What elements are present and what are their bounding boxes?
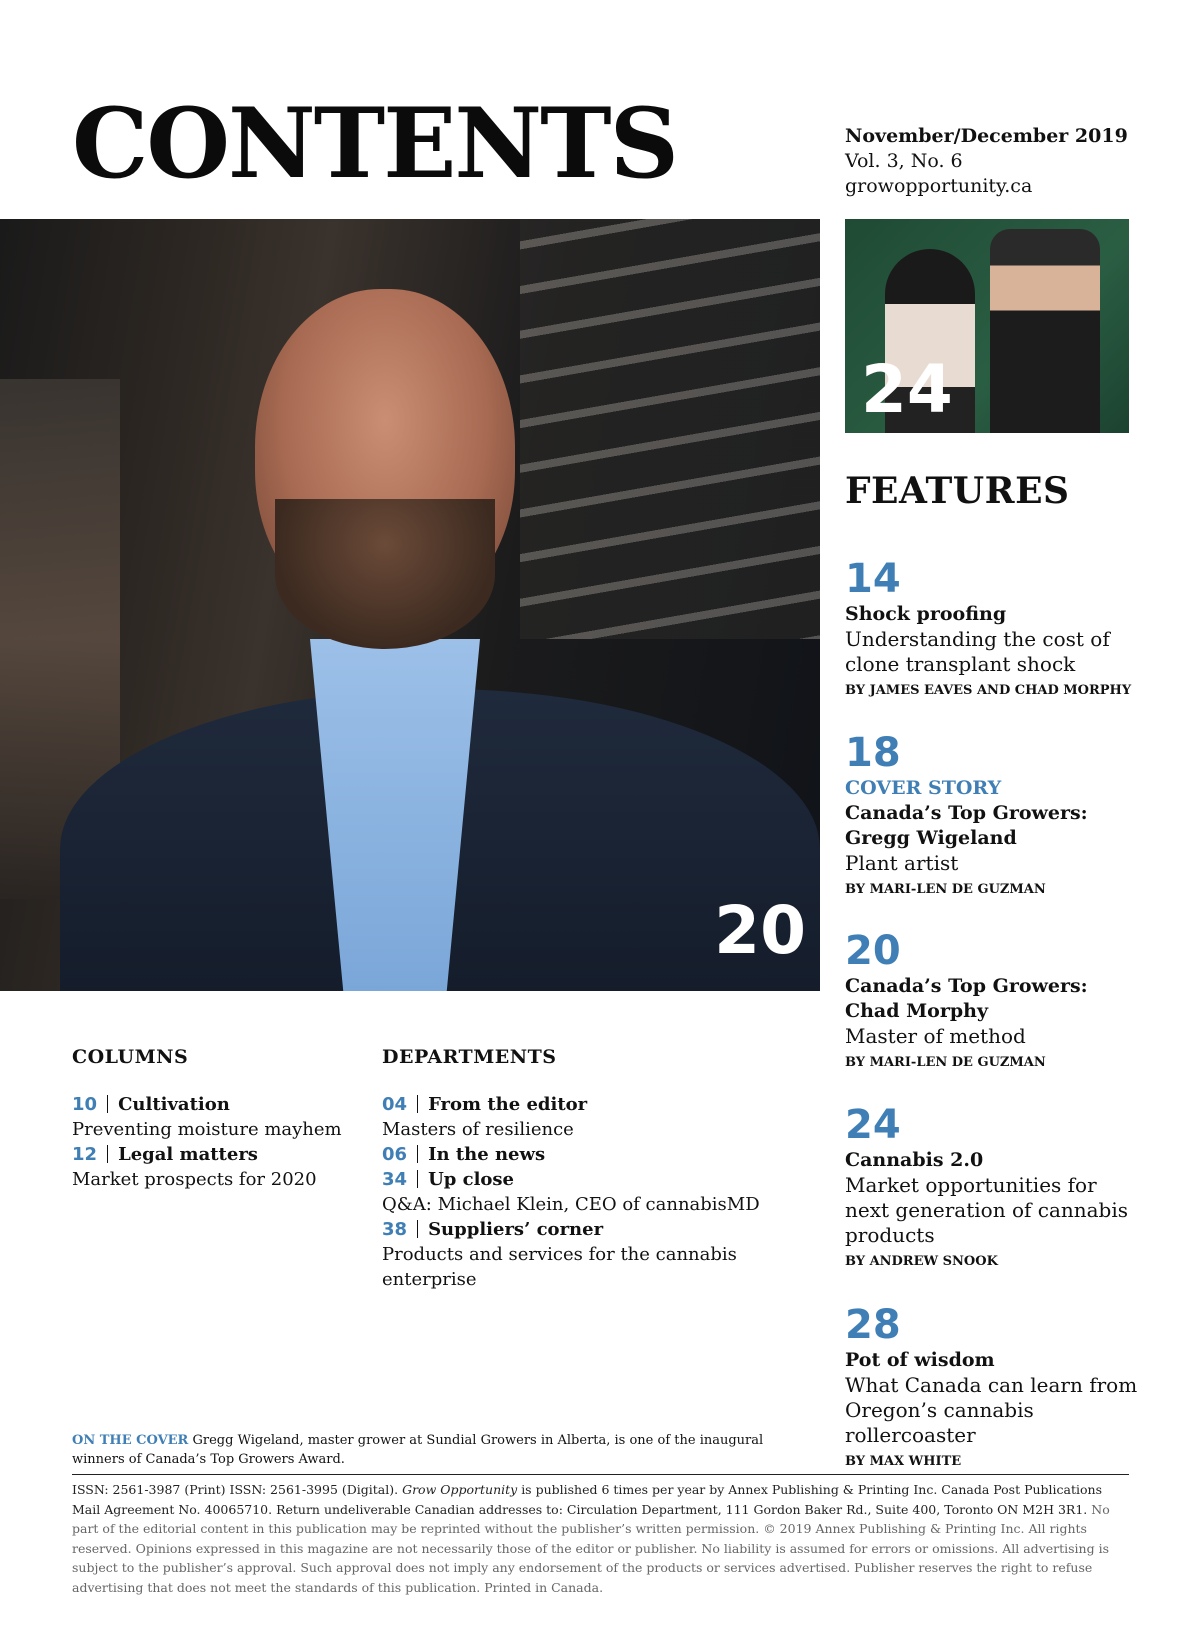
divider	[417, 1145, 418, 1163]
feature-item[interactable]	[845, 1102, 1145, 1269]
toc-label: Cultivation	[118, 1094, 230, 1115]
toc-entry[interactable]	[72, 1142, 362, 1167]
window-blinds	[520, 219, 820, 639]
cover-caption-tag: ON THE COVER	[72, 1433, 189, 1448]
feature-page-number: 24	[845, 1102, 901, 1148]
person-right	[990, 229, 1100, 433]
toc-description: Q&A: Michael Klein, CEO of cannabisMD	[382, 1194, 760, 1215]
toc-label: In the news	[428, 1144, 546, 1165]
departments-heading: DEPARTMENTS	[382, 1046, 557, 1068]
toc-entry[interactable]	[382, 1142, 812, 1167]
feature-byline: BY ANDREW SNOOK	[845, 1254, 998, 1269]
toc-entry[interactable]	[382, 1167, 812, 1192]
feature-dek: Master of method	[845, 1024, 1026, 1048]
feature-page-number: 28	[845, 1302, 901, 1348]
toc-label: Legal matters	[118, 1144, 258, 1165]
feature-headline: Canada’s Top Growers: Chad Morphy	[845, 975, 1088, 1022]
cover-photo[interactable]	[0, 219, 820, 991]
toc-description: Preventing moisture mayhem	[72, 1119, 342, 1140]
toc-page-number: 10	[72, 1094, 98, 1115]
feature-headline: Cannabis 2.0	[845, 1149, 984, 1171]
divider-rule	[72, 1474, 1129, 1475]
feature-page-number: 20	[845, 928, 901, 974]
feature-item[interactable]	[845, 928, 1145, 1070]
issue-date: November/December 2019	[845, 125, 1128, 147]
toc-page-number: 34	[382, 1169, 408, 1190]
website-link[interactable]: growopportunity.ca	[845, 175, 1033, 197]
thumb-page-number: 24	[861, 351, 953, 428]
page-title: CONTENTS	[72, 87, 677, 200]
toc-entry[interactable]	[382, 1217, 812, 1242]
features-heading: FEATURES	[845, 470, 1070, 512]
departments-section	[382, 1046, 812, 1292]
legal-statement: No part of the editorial content in this publication may be reprinted without the publisher’s written permission. © 2019 Annex Publishing & Printing Inc. All rights reserved. Opinions expressed in this magazine are not necessarily those of the editor or publisher. No liability is assumed for errors or omissions. All advertising is subject to the publisher’s approval. Such approval does not imply any endorsement of the products or services advertised. Publisher reserves the right to refuse advertising that does not meet the standards of this publication. Printed in Canada.	[72, 1501, 1110, 1595]
toc-page-number: 38	[382, 1219, 408, 1240]
columns-heading: COLUMNS	[72, 1046, 189, 1068]
toc-description: Products and services for the cannabis enterprise	[382, 1244, 737, 1290]
feature-byline: BY MARI-LEN DE GUZMAN	[845, 1055, 1046, 1070]
publication-fine-print	[72, 1480, 1129, 1597]
divider	[107, 1145, 108, 1163]
cover-caption-text: Gregg Wigeland, master grower at Sundial Growers in Alberta, is one of the inaugural winners of Canada’s Top Growers Award.	[72, 1433, 764, 1467]
feature-item[interactable]	[845, 556, 1145, 698]
divider	[417, 1095, 418, 1113]
feature-byline: BY MARI-LEN DE GUZMAN	[845, 882, 1046, 897]
divider	[417, 1170, 418, 1188]
feature-headline: Canada’s Top Growers: Gregg Wigeland	[845, 802, 1088, 849]
issue-info	[845, 124, 1128, 199]
feature-item[interactable]	[845, 730, 1145, 897]
cover-caption	[72, 1431, 812, 1469]
feature-dek: Understanding the cost of clone transplant shock	[845, 627, 1110, 676]
publication-name: Grow Opportunity	[402, 1482, 518, 1497]
toc-page-number: 12	[72, 1144, 98, 1165]
toc-label: Up close	[428, 1169, 515, 1190]
toc-label: From the editor	[428, 1094, 588, 1115]
toc-description: Market prospects for 2020	[72, 1169, 317, 1190]
feature-dek: Market opportunities for next generation of cannabis products	[845, 1173, 1129, 1247]
issn-text: ISSN: 2561-3987 (Print) ISSN: 2561-3995 (Digital).	[72, 1482, 399, 1497]
issue-volume: Vol. 3, No. 6	[845, 150, 963, 172]
feature-headline: Pot of wisdom	[845, 1349, 995, 1371]
toc-entry[interactable]	[72, 1092, 362, 1117]
feature-item[interactable]	[845, 1302, 1145, 1469]
feature-dek: What Canada can learn from Oregon’s cannabis rollercoaster	[845, 1373, 1138, 1447]
toc-page-number: 04	[382, 1094, 408, 1115]
publisher-statement: is published 6 times per year by Annex Publishing & Printing Inc. Canada Post Publications Mail Agreement No. 40065710. Return undeliverable Canadian addresses to: Circulation Department, 111 Gordon Baker Rd., Suite 400, Toronto ON M2H 3R1.	[72, 1482, 1103, 1517]
feature-byline: BY JAMES EAVES AND CHAD MORPHY	[845, 683, 1132, 698]
feature-page-number: 18	[845, 730, 901, 776]
toc-label: Suppliers’ corner	[428, 1219, 604, 1240]
feature-headline: Shock proofing	[845, 603, 1007, 625]
feature-byline: BY MAX WHITE	[845, 1454, 962, 1469]
feature-dek: Plant artist	[845, 851, 959, 875]
feature-kicker: COVER STORY	[845, 777, 1002, 799]
toc-page-number: 06	[382, 1144, 408, 1165]
divider	[417, 1220, 418, 1238]
toc-entry[interactable]	[382, 1092, 812, 1117]
toc-description: Masters of resilience	[382, 1119, 574, 1140]
columns-section	[72, 1046, 362, 1192]
beard	[275, 499, 495, 649]
feature-page-number: 14	[845, 556, 901, 602]
hero-page-number: 20	[714, 892, 806, 969]
divider	[107, 1095, 108, 1113]
feature-thumbnail-photo[interactable]	[845, 219, 1129, 433]
